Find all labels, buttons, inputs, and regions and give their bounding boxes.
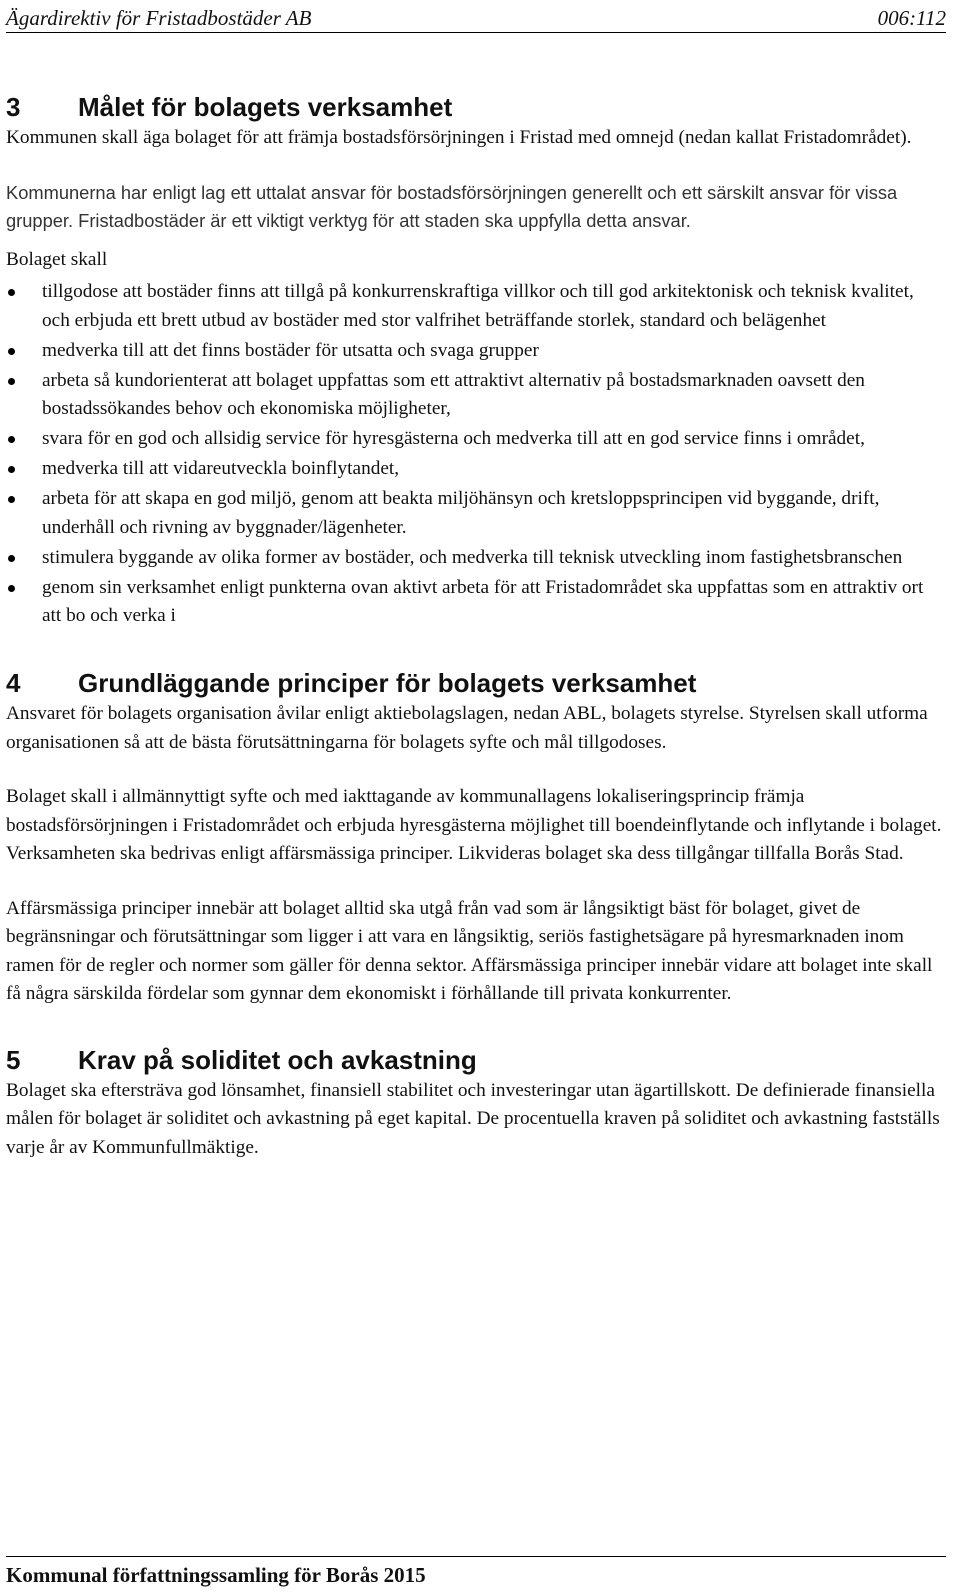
bullet-icon [8,289,15,296]
list-item: genom sin verksamhet enligt punkterna ovan aktivt arbeta för att Fristadområdet ska uppfattas som en attraktiv ort att bo och verka i [6,574,944,631]
section-5-heading [6,1043,944,1077]
section-4-number: 4 [6,668,21,698]
section-3-title: Målet för bolagets verksamhet [78,92,453,122]
list-item: medverka till att det finns bostäder för utsatta och svaga grupper [6,337,944,366]
page-footer: Kommunal författningssamling för Borås 2015 [6,1556,946,1589]
section-4-heading [6,666,944,700]
section-3-paragraph-1: Kommunen skall äga bolaget för att främja bostadsförsörjningen i Fristad med omnejd (nedan kallat Fristadområdet). [6,127,912,148]
list-item: tillgodose att bostäder finns att tillgå på konkurrenskraftiga villkor och till god arkitektonisk och teknisk kvalitet, och erbjuda ett brett utbud av bostäder med stor valfrihet beträffande storlek, standard och belägenhet [6,278,944,335]
section-5-number: 5 [6,1044,21,1075]
page-header [6,4,946,33]
list-item: svara för en god och allsidig service för hyresgästerna och medverka till att en god service finns i området, [6,425,944,454]
section-3-number: 3 [6,92,21,122]
section-4-paragraph-2: Bolaget skall i allmännyttigt syfte och med iakttagande av kommunallagens lokaliseringsprincip främja bostadsförsörjningen i Fristadområdet och erbjuda hyresgästerna möjlighet till boendeinflytande och inflytande i bolaget. Verksamheten ska bedrivas enligt affärsmässiga principer. Likvideras bolaget ska dess tillgångar tillfalla Borås Stad. [6,786,942,864]
bullet-icon [8,436,15,443]
section-3-list-intro: Bolaget skall [6,248,108,270]
list-item: medverka till att vidareutveckla boinflytandet, [6,455,944,484]
document-title: Ägardirektiv för Fristadbostäder AB [6,6,312,30]
list-item: arbeta så kundorienterat att bolaget uppfattas som ett attraktivt alternativ på bostadsmarknaden oavsett den bostadssökandes behov och ekonomiska möjligheter, [6,367,944,424]
bullet-icon [8,378,15,385]
list-item: stimulera byggande av olika former av bostäder, och medverka till teknisk utveckling inom fastighetsbranschen [6,544,944,573]
bullet-icon [8,496,15,503]
bullet-icon [8,585,15,592]
bullet-icon [8,466,15,473]
section-3-bullet-list [6,278,944,631]
document-number: 006:112 [877,6,946,30]
section-5-paragraph-1: Bolaget ska eftersträva god lönsamhet, finansiell stabilitet och investeringar utan ägartillskott. De definierade finansiella målen för bolaget är soliditet och avkastning på eget kapital. De procentuella kraven på soliditet och avkastning fastställs varje år av Kommunfullmäktige. [6,1079,940,1158]
list-item: arbeta för att skapa en god miljö, genom att beakta miljöhänsyn och kretsloppsprincipen vid byggande, drift, underhåll och rivning av byggnader/lägenheter. [6,485,944,542]
section-5-title: Krav på soliditet och avkastning [78,1044,477,1075]
section-4-paragraph-3: Affärsmässiga principer innebär att bolaget alltid ska utgå från vad som är långsiktigt bäst för bolaget, givet de begränsningar och förutsättningar som ligger i att vara en långsiktig, seriös fastighetsägare på hyresmarknaden inom ramen för de regler och normer som gäller för denna sektor. Affärsmässiga principer innebär vidare att bolaget inte skall få några särskilda fördelar som gynnar dem ekonomiskt i förhållande till privata konkurrenter. [6,897,933,1004]
section-4-title: Grundläggande principer för bolagets verksamhet [78,668,697,698]
bullet-icon [8,555,15,562]
section-3-paragraph-2: Kommunerna har enligt lag ett uttalat ansvar för bostadsförsörjningen generellt och ett särskilt ansvar för vissa grupper. Fristadbostäder är ett viktigt verktyg för att staden ska uppfylla detta ansvar. [6,181,898,231]
section-4-paragraph-1: Ansvaret för bolagets organisation åvilar enligt aktiebolagslagen, nedan ABL, bolagets styrelse. Styrelsen skall utforma organisationen så att de bästa förutsättningarna för bolagets syfte och mål tillgodoses. [6,703,928,753]
document-body [6,90,944,1162]
bullet-icon [8,348,15,355]
section-3-heading [6,90,944,124]
